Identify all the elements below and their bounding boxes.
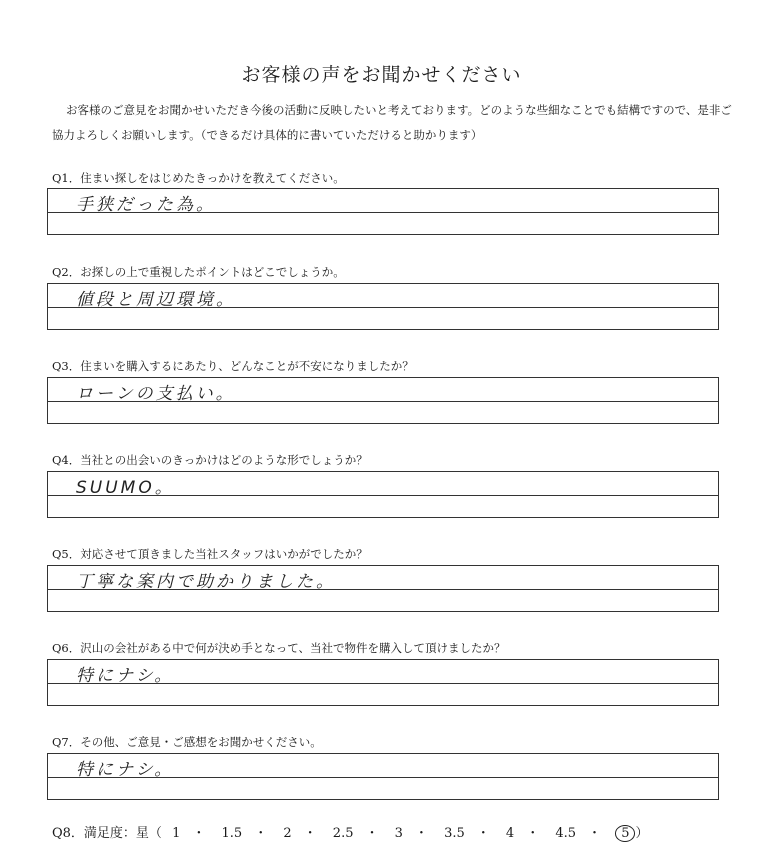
answer-2: 値段と周辺環境。 xyxy=(76,290,236,310)
rating-selected-option: 5 xyxy=(615,825,635,842)
question-7-label: Q7．その他、ご意見・ご感想をお聞かせください。 xyxy=(52,735,322,749)
rating-option: 2 xyxy=(283,826,292,841)
answer-5: 丁寧な案内で助かりました。 xyxy=(76,572,336,592)
answer-1: 手狭だった為。 xyxy=(76,195,216,215)
rating-separator: ・ xyxy=(192,826,206,841)
rating-separator: ・ xyxy=(588,826,602,841)
answer-box-7 xyxy=(47,753,719,800)
rating-separator: ・ xyxy=(303,826,317,841)
rating-separator: ・ xyxy=(365,826,379,841)
rating-close: ） xyxy=(635,826,649,841)
question-6-label: Q6．沢山の会社がある中で何が決め手となって、当社で物件を購入して頂けましたか？ xyxy=(52,641,506,655)
rating-separator: ・ xyxy=(254,826,268,841)
answer-box-5 xyxy=(47,565,719,612)
answer-3: ローンの支払い。 xyxy=(76,384,236,404)
rating-separator: ・ xyxy=(526,826,540,841)
page-title: お客様の声をお聞かせください xyxy=(241,64,522,86)
answer-box-4 xyxy=(47,471,719,518)
question-2-label: Q2．お探しの上で重視したポイントはどこでしょうか。 xyxy=(52,265,345,279)
answer-box-6 xyxy=(47,659,719,706)
answer-7: 特にナシ。 xyxy=(76,760,175,780)
answer-box-1 xyxy=(47,188,719,235)
answer-4: SUUMO。 xyxy=(76,478,175,498)
question-4-label: Q4．当社との出会いのきっかけはどのような形でしょうか？ xyxy=(52,453,368,467)
rating-label: Q8．満足度：星（ xyxy=(52,826,162,841)
rating-separator: ・ xyxy=(414,826,428,841)
answer-box-3 xyxy=(47,377,719,424)
rating-option: 4.5 xyxy=(555,826,577,841)
question-1-label: Q1．住まい探しをはじめたきっかけを教えてください。 xyxy=(52,171,345,185)
rating-option: 1.5 xyxy=(221,826,243,841)
satisfaction-rating xyxy=(52,822,649,842)
question-3-label: Q3．住まいを購入するにあたり、どんなことが不安になりましたか？ xyxy=(52,359,414,373)
rating-option: 2.5 xyxy=(332,826,354,841)
intro-text: お客様のご意見をお聞かせいただき今後の活動に反映したいと考えております。どのような些細なことでも結構ですので、是非ご協力よろしくお願いします。（できるだけ具体的に書いていただけると助かります） xyxy=(52,103,732,142)
answer-box-2 xyxy=(47,283,719,330)
question-5-label: Q5．対応させて頂きました当社スタッフはいかがでしたか？ xyxy=(52,547,368,561)
answer-6: 特にナシ。 xyxy=(76,666,175,686)
rating-option: 3 xyxy=(394,826,403,841)
rating-option: 3.5 xyxy=(444,826,465,841)
rating-separator: ・ xyxy=(476,826,490,841)
rating-option: 4 xyxy=(505,826,515,841)
rating-option: 1 xyxy=(172,826,181,841)
